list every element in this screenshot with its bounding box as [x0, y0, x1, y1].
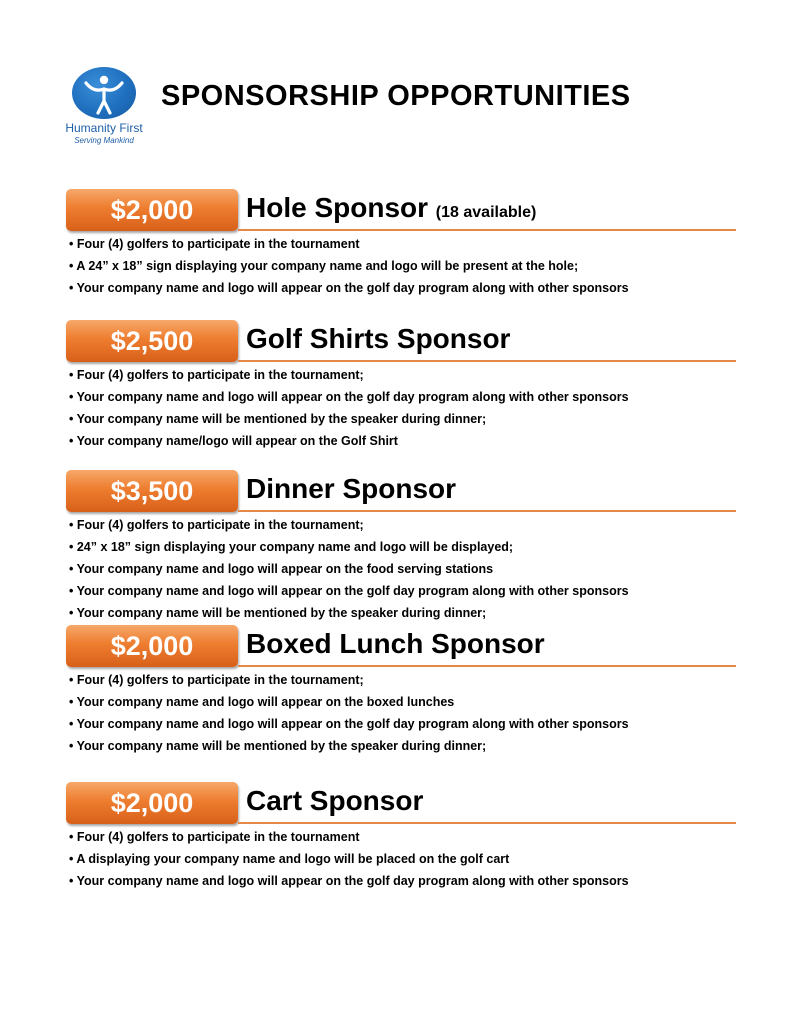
section-title [246, 473, 456, 505]
section-divider [238, 510, 736, 512]
logo-tagline: Serving Mankind [74, 136, 134, 145]
benefits-list [69, 669, 629, 757]
list-item: • Four (4) golfers to participate in the tournament [69, 237, 360, 251]
section-title-text: Golf Shirts Sponsor [246, 323, 511, 354]
price-badge: $2,500 [66, 320, 238, 362]
list-item: • Four (4) golfers to participate in the tournament; [69, 368, 364, 382]
humanity-first-logo [54, 67, 164, 147]
sponsor-section-hole [64, 189, 736, 301]
page-title: SPONSORSHIP OPPORTUNITIES [161, 80, 631, 112]
list-item: • Your company name will be mentioned by the speaker during dinner; [69, 739, 487, 753]
list-item: • Your company name/logo will appear on the Golf Shirt [69, 434, 398, 448]
benefits-list [69, 364, 629, 452]
section-title [246, 628, 545, 660]
section-title-text: Cart Sponsor [246, 785, 424, 816]
list-item: • Your company name and logo will appear on the golf day program along with other sponsors [69, 874, 629, 888]
list-item: • A displaying your company name and logo will be placed on the golf cart [69, 852, 510, 866]
section-divider [238, 360, 736, 362]
list-item: • Your company name and logo will appear on the golf day program along with other sponsors [69, 390, 629, 404]
list-item: • Your company name and logo will appear on the boxed lunches [69, 695, 455, 709]
benefits-list [69, 514, 629, 624]
logo-name: Humanity First [65, 121, 143, 135]
price-badge: $2,000 [66, 189, 238, 231]
section-title-text: Dinner Sponsor [246, 473, 457, 504]
list-item: • Four (4) golfers to participate in the tournament; [69, 673, 364, 687]
list-item: • Your company name and logo will appear on the food serving stations [69, 562, 494, 576]
list-item: • Your company name and logo will appear on the golf day program along with other sponsors [69, 281, 629, 295]
section-title-text: Boxed Lunch Sponsor [246, 628, 545, 659]
section-title [246, 192, 536, 224]
benefits-list [69, 826, 629, 892]
section-title-text: Hole Sponsor [246, 192, 429, 223]
list-item: • Four (4) golfers to participate in the tournament [69, 830, 360, 844]
availability-note: (18 available) [435, 204, 537, 221]
section-title [246, 785, 423, 817]
section-divider [238, 229, 736, 231]
list-item: • Your company name and logo will appear on the golf day program along with other sponsors [69, 717, 629, 731]
list-item: • A 24” x 18” sign displaying your company name and logo will be present at the hole; [69, 259, 579, 273]
sponsor-section-golf-shirts [64, 320, 736, 452]
list-item: • Four (4) golfers to participate in the tournament; [69, 518, 364, 532]
sponsor-section-boxed-lunch [64, 625, 736, 757]
price-badge: $3,500 [66, 470, 238, 512]
section-divider [238, 822, 736, 824]
list-item: • Your company name will be mentioned by the speaker during dinner; [69, 412, 487, 426]
list-item: • 24” x 18” sign displaying your company name and logo will be displayed; [69, 540, 514, 554]
sponsor-section-dinner [64, 470, 736, 622]
benefits-list [69, 233, 629, 299]
section-divider [238, 665, 736, 667]
list-item: • Your company name will be mentioned by the speaker during dinner; [69, 606, 487, 620]
price-badge: $2,000 [66, 625, 238, 667]
person-figure-icon [72, 67, 136, 119]
list-item: • Your company name and logo will appear on the golf day program along with other sponsors [69, 584, 629, 598]
section-title [246, 323, 510, 355]
price-badge: $2,000 [66, 782, 238, 824]
sponsor-section-cart [64, 782, 736, 894]
